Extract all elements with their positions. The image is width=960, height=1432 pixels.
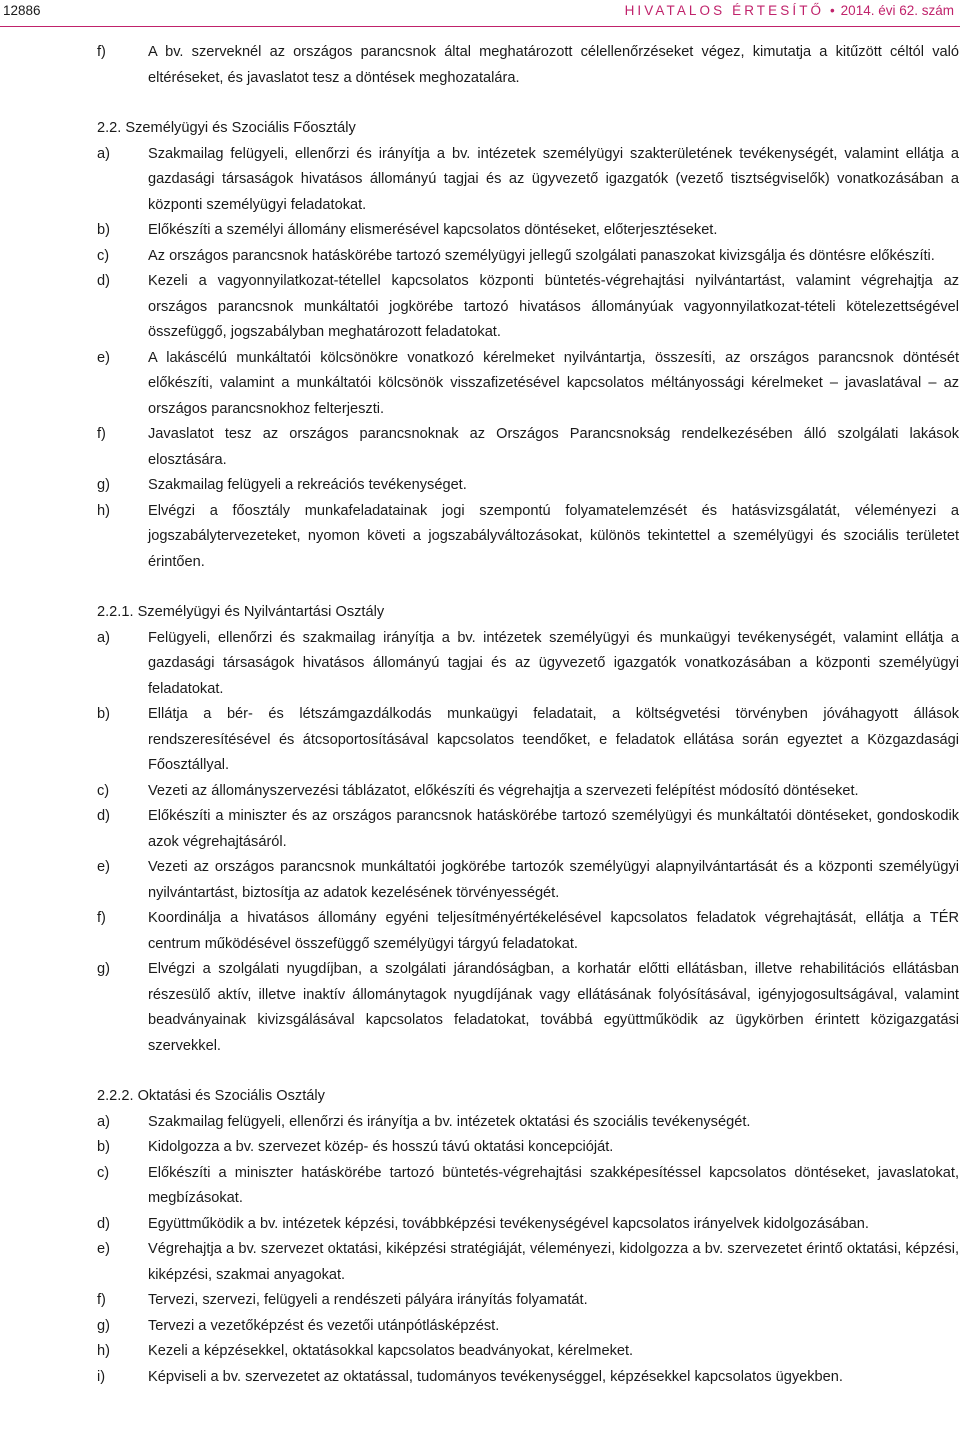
section-2-2-2	[97, 1084, 959, 1390]
journal-title: HIVATALOS ÉRTESÍTŐ	[624, 3, 825, 18]
item-text: Végrehajtja a bv. szervezet oktatási, kiképzési stratégiáját, véleményezi, kidolgozza a bv. szervezetet érintő oktatási, képzési, kiképzési, szakmai anyagokat.	[148, 1241, 959, 1283]
list-item	[97, 702, 959, 779]
item-label: g)	[97, 1317, 110, 1334]
list-item	[97, 779, 959, 805]
item-text: A lakáscélú munkáltatói kölcsönökre vonatkozó kérelmeket nyilvántartja, összesíti, az országos parancsnok döntését előkészíti, valamint a munkáltatói kölcsönök visszafizetésével kapcsolatos méltányossági kérelmeket – javaslatával – az országos parancsnokhoz felterjeszti.	[148, 349, 959, 417]
item-text: Kidolgozza a bv. szervezet közép- és hosszú távú oktatási koncepcióját.	[148, 1139, 614, 1155]
list-item	[97, 626, 959, 703]
item-text: Elvégzi a szolgálati nyugdíjban, a szolgálati járandóságban, a korhatár előtti ellátásban, illetve rehabilitációs ellátásban részesülő aktív, illetve inaktív állománytagok nyugdíjának vagy ellátásának folyósításával, igényjogosultságával, valamint beadványainak kivizsgálásával kapcsolatos feladatokat, továbbá együttműködik az ügykörben érintett közigazgatási szervekkel.	[148, 961, 959, 1054]
list-item	[97, 804, 959, 855]
list-item	[97, 346, 959, 423]
item-text: Elvégzi a főosztály munkafeladatainak jogi szempontú folyamatelemzését és hatásvizsgálatát, véleményezi a jogszabálytervezeteket, nyomon követi a jogszabályváltozásokat, különös tekintettel a személyügyi és szociális területet érintően.	[148, 502, 959, 570]
item-text: Előkészíti a miniszter és az országos parancsnok hatáskörébe tartozó személyügyi és munkáltatói döntéseket, gondoskodik azok végrehajtásáról.	[148, 808, 959, 850]
item-text: Képviseli a bv. szervezetet az oktatással, tudományos tevékenységgel, képzésekkel kapcsolatos ügyekben.	[148, 1368, 843, 1385]
item-text: A bv. szerveknél az országos parancsnok által meghatározott célellenőrzéseket végez, kimutatja a kitűzött céltól való eltéréseket, és javaslatot tesz a döntések meghozatalára.	[148, 44, 959, 86]
list-item	[97, 1110, 959, 1136]
list-item	[97, 855, 959, 906]
item-text: Szakmailag felügyeli a rekreációs tevékenységet.	[148, 477, 467, 493]
item-label: d)	[97, 273, 110, 289]
item-text: Előkészíti a személyi állomány elismerésével kapcsolatos döntéseket, előterjesztéseket.	[148, 222, 718, 238]
header-rule	[0, 26, 960, 27]
item-text: Együttműködik a bv. intézetek képzési, továbbképzési tevékenységével kapcsolatos irányelvek kidolgozásában.	[148, 1215, 869, 1232]
section-heading: 2.2.1. Személyügyi és Nyilvántartási Osztály	[97, 604, 385, 620]
list-item	[97, 218, 959, 244]
document-body	[97, 40, 959, 1390]
section-gap	[97, 91, 959, 116]
section-2-2	[97, 116, 959, 575]
journal-info	[625, 0, 954, 22]
item-label: a)	[97, 145, 110, 162]
item-label: a)	[97, 1113, 110, 1130]
list-item	[97, 1365, 959, 1391]
item-label: d)	[97, 1215, 110, 1232]
item-text: Vezeti az állományszervezési táblázatot, előkészíti és végrehajtja a szervezeti felépítést módosító döntéseket.	[148, 782, 859, 799]
item-text: Szakmailag felügyeli, ellenőrzi és irányítja a bv. intézetek oktatási és szociális tevékenységét.	[148, 1113, 751, 1130]
section-heading: 2.2. Személyügyi és Szociális Főosztály	[97, 120, 356, 136]
intro-items	[97, 40, 959, 91]
list-item	[97, 957, 959, 1059]
list-item	[97, 1161, 959, 1212]
item-text: Kezeli a képzésekkel, oktatásokkal kapcsolatos beadványokat, kérelmeket.	[148, 1343, 634, 1359]
item-label: e)	[97, 1241, 110, 1257]
item-label: e)	[97, 859, 110, 875]
list-item	[97, 244, 959, 270]
list-item	[97, 40, 959, 91]
list-item	[97, 1339, 959, 1365]
list-item	[97, 1314, 959, 1340]
list-item	[97, 1288, 959, 1314]
item-label: h)	[97, 502, 110, 519]
item-label: f)	[97, 44, 106, 60]
list-item	[97, 906, 959, 957]
list-item	[97, 142, 959, 219]
item-label: g)	[97, 477, 110, 493]
item-label: f)	[97, 910, 106, 926]
section-2-2-1	[97, 600, 959, 1059]
item-label: b)	[97, 706, 110, 722]
section-gap	[97, 1059, 959, 1084]
item-text: Szakmailag felügyeli, ellenőrzi és irányítja a bv. intézetek személyügyi szakterületének tevékenységét, valamint ellátja a gazdasági társaságok hivatásos állományú tagjai és az ügyvezető igazgatók (vezető tisztségviselők) vonatkozásában a központi személyügyi feladatokat.	[148, 145, 959, 213]
item-label: c)	[97, 247, 110, 264]
item-text: Ellátja a bér- és létszámgazdálkodás munkaügyi feladatait, a költségvetési törvényben jóváhagyott állások rendszeresítésével és átcsoportosításával kapcsolatos teendőket, e feladatok ellátása során egyeztet a Közgazdasági Főosztállyal.	[148, 706, 959, 773]
item-text: Kezeli a vagyonnyilatkozat-tétellel kapcsolatos központi büntetés-végrehajtási nyilvántartást, valamint végrehajtja az országos parancsnok munkáltatói jogkörébe tartozó hivatásos állományúak vagyonnyilatkozat-tételi kötelezettségével összefüggő, jogszabályban meghatározott feladatokat.	[148, 273, 959, 340]
item-text: Felügyeli, ellenőrzi és szakmailag irányítja a bv. intézetek személyügyi és munkaügyi tevékenységét, valamint ellátja a gazdasági társaságok hivatásos állományú tagjai és az ügyvezető igazgatók vonatkozásában a központi személyügyi feladatokat.	[148, 629, 959, 697]
item-label: a)	[97, 629, 110, 646]
item-text: Tervezi, szervezi, felügyeli a rendészeti pályára irányítás folyamatát.	[148, 1292, 588, 1308]
item-label: b)	[97, 222, 110, 238]
issue-number: 2014. évi 62. szám	[840, 3, 954, 18]
item-label: g)	[97, 961, 110, 977]
item-label: h)	[97, 1343, 110, 1359]
list-item	[97, 1212, 959, 1238]
item-text: Koordinálja a hivatásos állomány egyéni teljesítményértékelésével kapcsolatos feladatok végrehajtását, ellátja a TÉR centrum működésével összefüggő személyügyi tárgyú feladatokat.	[148, 910, 959, 952]
list-item	[97, 499, 959, 576]
page-header	[0, 0, 960, 22]
item-label: c)	[97, 782, 110, 799]
list-item	[97, 473, 959, 499]
item-label: d)	[97, 808, 110, 824]
item-label: f)	[97, 426, 106, 442]
item-label: b)	[97, 1139, 110, 1155]
item-label: e)	[97, 349, 110, 366]
item-text: Tervezi a vezetőképzést és vezetői utánpótlásképzést.	[148, 1317, 500, 1334]
item-text: Javaslatot tesz az országos parancsnoknak az Országos Parancsnokság rendelkezésében álló szolgálati lakások elosztására.	[148, 426, 959, 468]
item-text: Az országos parancsnok hatáskörébe tartozó személyügyi jellegű szolgálati panaszokat kivizsgálja és döntésre előkészíti.	[148, 247, 935, 264]
item-text: Vezeti az országos parancsnok munkáltatói jogkörébe tartozók személyügyi alapnyilvántartását és a központi személyügyi nyilvántartást, biztosítja az adatok kezelésének törvényességét.	[148, 859, 959, 901]
list-item	[97, 422, 959, 473]
section-gap	[97, 575, 959, 600]
section-heading: 2.2.2. Oktatási és Szociális Osztály	[97, 1088, 325, 1104]
list-item	[97, 1237, 959, 1288]
item-label: i)	[97, 1368, 106, 1385]
page-number: 12886	[3, 3, 41, 18]
header-bullet: •	[829, 3, 835, 18]
item-text: Előkészíti a miniszter hatáskörébe tartozó büntetés-végrehajtási szakképesítéssel kapcsolatos döntéseket, javaslatokat, megbízásokat.	[148, 1164, 959, 1206]
item-label: f)	[97, 1292, 106, 1308]
item-label: c)	[97, 1164, 110, 1181]
list-item	[97, 1135, 959, 1161]
list-item	[97, 269, 959, 346]
